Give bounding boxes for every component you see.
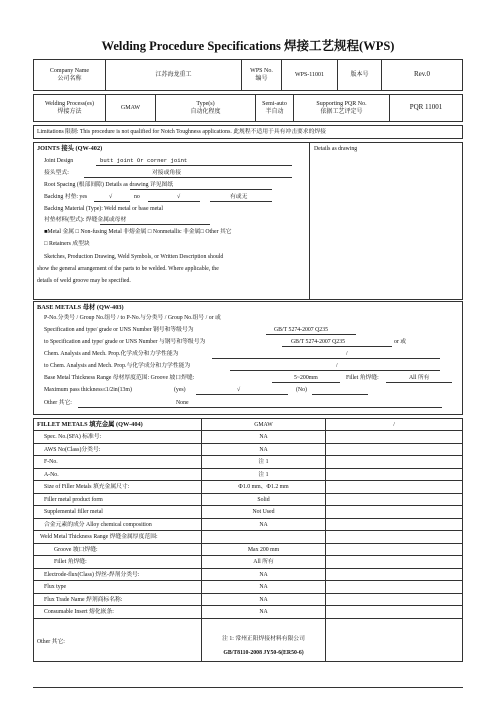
spec2-value: GB/T 5274-2007 Q235: [291, 339, 345, 345]
company-value-cell: [106, 60, 242, 90]
bottom-rule: [33, 687, 463, 688]
type-value-cell: [256, 95, 294, 121]
filler-other-note2: GB/T8110-2008 JY50-6(ER50-6): [223, 650, 304, 656]
maxpass-label: Maximum pass thickness≤1/2in(13m): [44, 387, 132, 393]
row-divider: [34, 618, 462, 619]
filler-row-value: Solid: [257, 496, 270, 503]
row-divider: [34, 580, 462, 581]
chem2-value: /: [336, 363, 338, 369]
filler-row-value: NA: [259, 584, 268, 590]
pqr-label-cn: 依据工艺评定号: [320, 109, 363, 115]
chem1-label: Chem. Analysis and Mech. Prop.化学成分和力学性能为: [44, 351, 179, 357]
wps-label-cell: [242, 60, 282, 90]
row-divider: [34, 480, 462, 481]
filler-row-label: 合金元素的成分 Alloy chemical composition: [44, 521, 152, 528]
row-divider: [34, 443, 462, 444]
thickness-groove: 5~200mm: [294, 375, 318, 381]
sketches-line-2: show the general arrangement of the parts to be welded. Where applicable, the: [37, 266, 219, 272]
filler-row-label: F-No.: [44, 459, 58, 465]
joint-design-value: butt joint Or corner joint: [100, 157, 188, 164]
pqr-label-en: Supporting PQR No.: [316, 100, 367, 107]
joints-section: [33, 142, 463, 300]
wps-value: WPS-11001: [294, 71, 325, 78]
row-divider: [34, 605, 462, 606]
filler-row-value: 注 1: [258, 459, 269, 465]
row-divider: [34, 530, 462, 531]
filler-row-label: Consumable Insert 熔化嵌条:: [44, 609, 114, 615]
filler-row-label: Filler metal product form: [44, 496, 103, 503]
maxpass-no: (No): [296, 387, 307, 393]
filler-row-label: AWS No(Class)分类号:: [44, 446, 101, 453]
header-row-1: [33, 59, 463, 91]
filler-other-label: Other 其它:: [37, 639, 65, 645]
filler-metals-section: [33, 418, 463, 662]
maxpass-yes: (yes): [174, 387, 186, 393]
company-label-cell: [34, 60, 106, 90]
other-value: None: [176, 400, 189, 406]
filler-row-value: Ф1.0 mm、Ф1.2 mm: [238, 484, 289, 490]
backing-label: Backing 衬垫: yes: [44, 194, 88, 200]
base-metals-section: [33, 301, 463, 415]
type-label-cn: 自动化程度: [190, 109, 221, 115]
filler-row-label: Flux type: [44, 584, 67, 590]
wps-label-en: WPS No.: [250, 67, 273, 74]
type-label-en: Type(s): [196, 100, 215, 107]
chem1-value: /: [346, 351, 348, 357]
row-divider: [34, 593, 462, 594]
row-divider: [34, 468, 462, 469]
backing-type-cn: 衬垫材料(型式): 焊缝金属或母材: [44, 217, 127, 223]
filler-process: GMAW: [254, 422, 273, 428]
sketches-line-3: details of weld groove may be specified.: [37, 278, 131, 284]
wps-label-cn: 编号: [255, 76, 268, 82]
filler-row-value: Not Used: [252, 509, 275, 515]
type-label-cell: [156, 95, 256, 121]
joint-form-value: 对接或角接: [152, 170, 181, 176]
filler-row-label: Spec. No.(SFA) 标准号:: [44, 434, 102, 440]
row-divider: [34, 505, 462, 506]
process-value-cell: [106, 95, 156, 121]
filler-row-label: Fillet 角焊缝:: [54, 559, 87, 565]
backing-no-label: no: [134, 194, 140, 200]
backing-no-mark: √: [177, 194, 181, 200]
filler-row-value: NA: [259, 434, 268, 440]
filler-slash: /: [393, 422, 395, 428]
filler-row-label: Groove 坡口焊缝:: [54, 546, 98, 553]
spec2-label: to Specification and type/ grade or UNS Number 与钢号和等级号为: [44, 339, 206, 345]
filler-row-value: Max 200 mm: [247, 546, 280, 553]
rev-label-cell: [338, 60, 382, 90]
fillet-label: Fillet 角焊缝:: [346, 375, 379, 381]
base-metals-title: BASE METALS 母材 (QW-403): [37, 304, 124, 311]
chem2-label: to Chem. Analysis and Mech. Prop.与化学成分和力学性能为: [44, 363, 191, 369]
process-label-cell: [34, 95, 106, 121]
filler-row-value: NA: [259, 596, 268, 603]
filler-row-label: Electrode-flux(Class) 焊丝-焊剂分类号:: [44, 571, 140, 578]
row-divider: [34, 518, 462, 519]
filler-row-label: Flux Trade Name 焊剂商标名称:: [44, 596, 123, 603]
filler-title: FILLET METALS 填充金属 (QW-404): [37, 421, 143, 428]
other-label: Other 其它:: [44, 400, 72, 406]
company-label-cn: 公司名称: [57, 76, 82, 82]
pqr-label-cell: [294, 95, 390, 121]
process-value: GMAW: [120, 104, 141, 111]
filler-row-value: NA: [259, 446, 268, 453]
header-row-2: [33, 94, 463, 122]
retainers-option: □ Retainers 成型块: [44, 241, 90, 247]
row-divider: [34, 568, 462, 569]
backing-either: 有或无: [230, 194, 248, 200]
pno-line: P-No.分类号 / Group No.组号 / to P-No.与分类号 / Group No.组号 / or 或: [44, 315, 221, 321]
joints-details-label: Details as drawing: [314, 146, 358, 152]
maxpass-mark: √: [237, 387, 241, 393]
spec1-label: Specification and type/ grade or UNS Number 钢号和等级号为: [44, 327, 194, 333]
joint-form-label: 接头型式:: [44, 170, 69, 176]
row-divider: [34, 493, 462, 494]
filler-other-note1: 注 1: 常州正阳焊接材料有限公司: [222, 636, 305, 642]
company-value: 江苏海龙重工: [155, 71, 192, 78]
spec2-or: or 或: [394, 339, 407, 345]
company-label-en: Company Name: [49, 67, 90, 74]
limitations-row: [33, 125, 463, 139]
limitations-text: Limitations 限制: This procedure is not qualified for Notch Toughness applications. 此规程不适用于具有冲击要求的焊接: [37, 129, 326, 135]
filler-row-label: Supplemental filler metal: [44, 509, 103, 515]
rev-value: Rev.0: [413, 70, 431, 79]
pqr-value: PQR 11001: [409, 103, 443, 112]
backing-options: ■Metal 金属 □ Non-fusing Metal 非熔金属 □ Nonmetallic 非金属□ Other 其它: [44, 229, 232, 235]
sketches-line-1: Sketches, Production Drawing, Weld Symbols, or Written Description should: [44, 254, 224, 260]
filler-row-value: 注 1: [258, 471, 269, 478]
filler-row-label: A-No.: [44, 471, 59, 478]
row-divider: [34, 555, 462, 556]
filler-row-value: NA: [259, 609, 268, 615]
rev-value-cell: [382, 60, 462, 90]
filler-row-value: NA: [259, 571, 268, 578]
type-value-en: Semi-auto: [262, 100, 287, 107]
filler-row-value: NA: [259, 521, 268, 528]
rev-label: 版本号: [350, 71, 369, 78]
document-title: Welding Procedure Specifications 焊接工艺规程(WPS): [101, 39, 395, 53]
filler-row-value: All 所有: [253, 559, 274, 565]
process-label-en: Welding Process(es): [44, 100, 94, 107]
pqr-value-cell: [390, 95, 462, 121]
thickness-label: Base Metal Thickness Range 母材厚度范围: Groove 坡口焊缝:: [44, 375, 195, 381]
backing-type: Backing Material (Type): Weld metal or base metal: [44, 206, 163, 212]
row-divider: [34, 455, 462, 456]
filler-row-label: Weld Metal Thickness Range 焊缝金属厚度范围:: [40, 534, 158, 540]
filler-row-label: Size of Filler Metals 填充金属尺寸:: [44, 484, 130, 490]
process-label-cn: 焊接方法: [57, 109, 82, 115]
spec1-value: GB/T 5274-2007 Q235: [274, 327, 328, 333]
root-spacing: Root Spacing (根部间隙) Details as drawing 详见图纸: [44, 182, 174, 188]
wps-value-cell: [282, 60, 338, 90]
type-value-cn: 半自动: [265, 109, 284, 115]
joint-design-label: Joint Design: [44, 158, 74, 164]
fillet-value: All 所有: [409, 375, 430, 381]
backing-yes-mark: √: [109, 194, 113, 200]
row-divider: [34, 543, 462, 544]
joints-title: JOINTS 接头 (QW-402): [37, 145, 103, 152]
